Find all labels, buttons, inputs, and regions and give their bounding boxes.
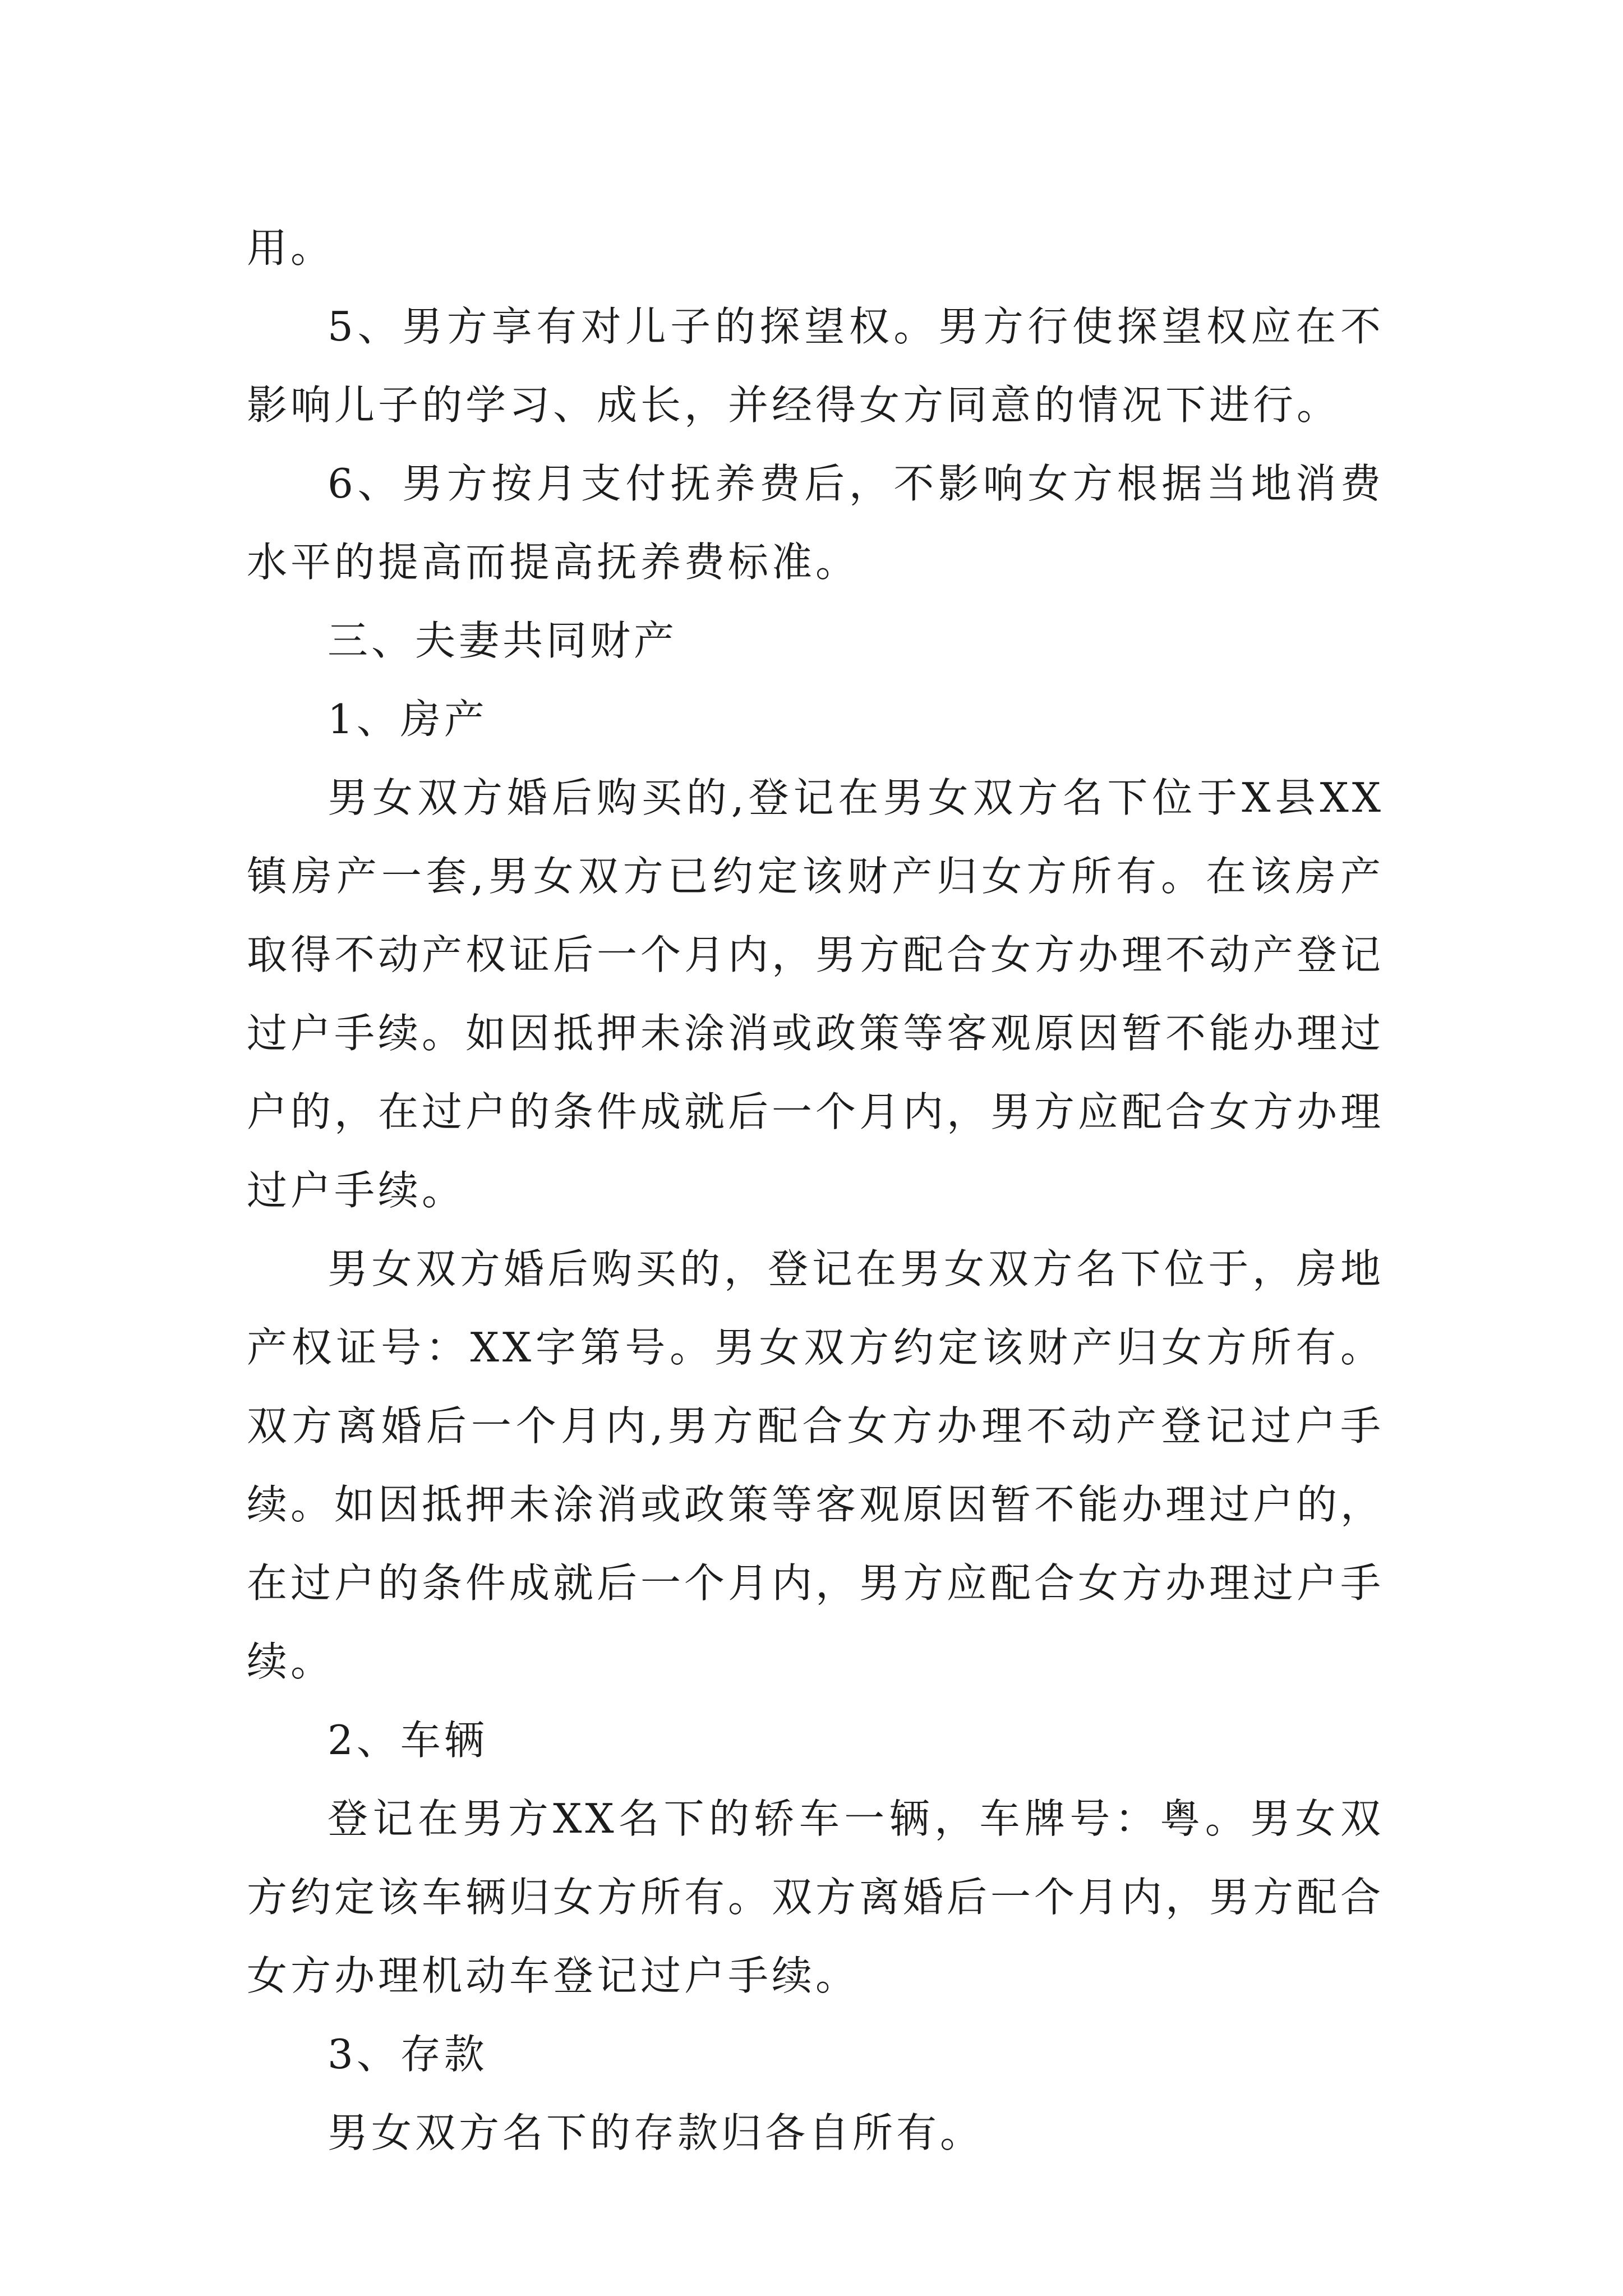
subheading-vehicle: 2、车辆 [328, 1717, 488, 1764]
paragraph-vehicle: 登记在男方XX名下的轿车一辆，车牌号：粤。男女双方约定该车辆归女方所有。双方离婚后一个月内，男方配合女方办理机动车登记过户手续。 [247, 1795, 1385, 1999]
paragraph-continuation: 用。 [247, 224, 335, 272]
paragraph-support-standard: 6、男方按月支付抚养费后，不影响女方根据当地消费水平的提高而提高抚养费标准。 [247, 460, 1384, 586]
paragraph-real-estate-1: 男女双方婚后购买的,登记在男女双方名下位于X县XX镇房产一套,男女双方已约定该财产归女方所有。在该房产取得不动产权证后一个月内，男方配合女方办理不动产登记过户手续。如因抵押未涂消或政策等客观原因暂不能办理过户的，在过户的条件成就后一个月内，男方应配合女方办理过户手续。 [247, 774, 1385, 1214]
paragraph-deposits: 男女双方名下的存款归各自所有。 [328, 2109, 984, 2156]
section-heading-joint-property: 三、夫妻共同财产 [328, 617, 678, 664]
paragraph-real-estate-2: 男女双方婚后购买的，登记在男女双方名下位于，房地产权证号：XX字第号。男女双方约定该财产归女方所有。双方离婚后一个月内,男方配合女方办理不动产登记过户手续。如因抵押未涂消或政策等客观原因暂不能办理过户的，在过户的条件成就后一个月内，男方应配合女方办理过户手续。 [247, 1245, 1385, 1685]
paragraph-visitation-rights: 5、男方享有对儿子的探望权。男方行使探望权应在不影响儿子的学习、成长，并经得女方同意的情况下进行。 [247, 303, 1384, 429]
document-body [247, 209, 1384, 2172]
subheading-real-estate: 1、房产 [328, 696, 488, 743]
subheading-deposits: 3、存款 [328, 2031, 488, 2078]
